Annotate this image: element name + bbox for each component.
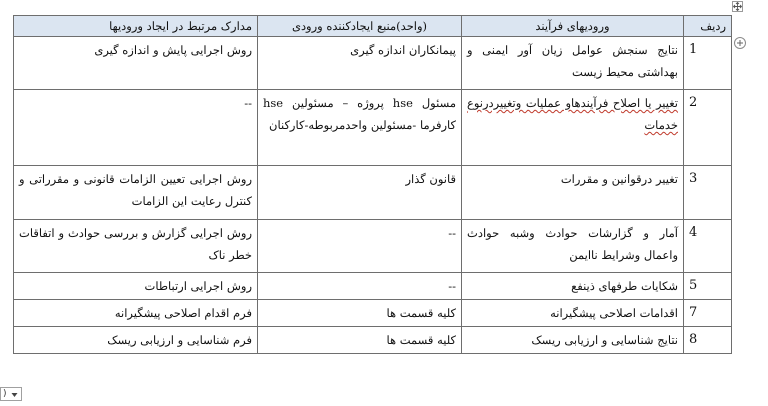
header-source: (واحد)منبع ایجادکننده ورودی xyxy=(258,16,462,37)
table-row xyxy=(14,166,732,220)
row-documents-cell: فرم شناسایی و ارزیابی ریسک xyxy=(14,327,258,354)
row-inputs-cell: آمار و گزارشات حوادث وشبه حوادث واعمال وشرایط ناایمن xyxy=(462,220,684,273)
row-source-cell: کلیه قسمت ها xyxy=(258,327,462,354)
paste-options-label: ) xyxy=(3,389,7,399)
row-documents-cell: روش اجرایی پایش و اندازه گیری xyxy=(14,37,258,90)
row-number: 5 xyxy=(684,273,732,300)
row-source-cell: -- xyxy=(258,273,462,300)
row-source-cell: مسئول hse پروژه – مسئولین hse کارفرما -مسئولین واحدمربوطه-کارکنان xyxy=(258,90,462,166)
row-number: 8 xyxy=(684,327,732,354)
row-inputs-cell: تغییر یا اصلاح فرآیندهاو عملیات وتغییردرنوع خدمات xyxy=(462,90,684,166)
row-inputs-cell: تغییر درقوانین و مقررات xyxy=(462,166,684,220)
row-documents-cell: فرم اقدام اصلاحی پیشگیرانه xyxy=(14,300,258,327)
row-documents-cell: روش اجرایی گزارش و بررسی حوادث و اتفاقات خطر ناک xyxy=(14,220,258,273)
row-source-cell: کلیه قسمت ها xyxy=(258,300,462,327)
table-row xyxy=(14,90,732,166)
header-inputs: ورودیهای فرآیند xyxy=(462,16,684,37)
row-source-cell: قانون گذار xyxy=(258,166,462,220)
row-documents-cell: روش اجرایی تعیین الزامات قانونی و مقرراتی و کنترل رعایت این الزامات xyxy=(14,166,258,220)
paste-options-button[interactable] xyxy=(0,387,22,401)
table-row xyxy=(14,220,732,273)
table-header-row xyxy=(14,16,732,37)
table-row xyxy=(14,37,732,90)
dropdown-arrow-icon xyxy=(11,392,18,398)
row-number: 7 xyxy=(684,300,732,327)
row-source-cell: پیمانکاران اندازه گیری xyxy=(258,37,462,90)
row-documents-cell: -- xyxy=(14,90,258,166)
table-row xyxy=(14,273,732,300)
row-inputs-cell: اقدامات اصلاحی پیشگیرانه xyxy=(462,300,684,327)
row-number: 2 xyxy=(684,90,732,166)
header-row-no: ردیف xyxy=(684,16,732,37)
row-number: 1 xyxy=(684,37,732,90)
row-inputs-cell: نتایج شناسایی و ارزیابی ریسک xyxy=(462,327,684,354)
row-number: 3 xyxy=(684,166,732,220)
row-documents-cell: روش اجرایی ارتباطات xyxy=(14,273,258,300)
table-row xyxy=(14,327,732,354)
header-documents: مدارک مرتبط در ایجاد ورودیها xyxy=(14,16,258,37)
row-source-cell: -- xyxy=(258,220,462,273)
table-row xyxy=(14,300,732,327)
row-inputs-cell: نتایج سنجش عوامل زیان آور ایمنی و بهداشتی محیط زیست xyxy=(462,37,684,90)
table-move-handle-icon[interactable] xyxy=(732,1,743,12)
row-inputs-cell: شکایات طرفهای ذینفع xyxy=(462,273,684,300)
process-inputs-table xyxy=(13,15,732,354)
row-number: 4 xyxy=(684,220,732,273)
add-column-plus-icon[interactable] xyxy=(734,37,746,49)
